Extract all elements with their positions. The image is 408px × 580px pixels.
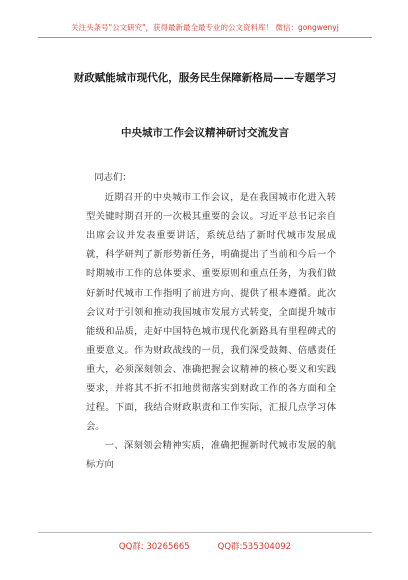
section-heading: 一、深刻领会精神实质，准确把握新时代城市发展的航标方向 [86, 440, 336, 471]
document-body [86, 168, 336, 475]
footer-qq-group-1: QQ群: 30265665 [118, 542, 190, 552]
header-divider [38, 37, 372, 38]
document-title: 财政赋能城市现代化，服务民生保障新格局——专题学习 [73, 72, 337, 84]
body-paragraph: 近期召开的中央城市工作会议，是在我国城市化进入转型关键时期召开的一次极其重要的会议。习近平总书记亲自出席会议并发表重要讲话，系统总结了新时代城市发展成就，科学研判了新形势新任务，明确提出了当前和今后一个时期城市工作的总体要求、重要原则和重点任务，为我们做好新时代城市工作指明了前进方向、提供了根本遵循。此次会议对于引领和推动我国城市发展方式转变，全面提升城市能级和品质，走好中国特色城市现代化新路具有里程碑式的重要意义。作为财政战线的一员，我们深受鼓舞、倍感责任重大，必须深刻领会、准确把握会议精神的核心要义和实践要求，并将其不折不扣地贯彻落实到财政工作的各方面和全过程。下面，我结合财政职责和工作实际，汇报几点学习体会。 [86, 192, 336, 433]
header-note: 关注头条号"公文研究"，获得最新最全最专业的公文资料库！ 微信：gongwenyj [71, 23, 339, 32]
footer-qq-group-2: QQ群:535304092 [217, 542, 292, 552]
document-subtitle: 中央城市工作会议精神研讨交流发言 [121, 127, 289, 139]
salutation: 同志们： [94, 172, 132, 183]
footer [40, 540, 370, 552]
footer-divider [38, 532, 372, 533]
